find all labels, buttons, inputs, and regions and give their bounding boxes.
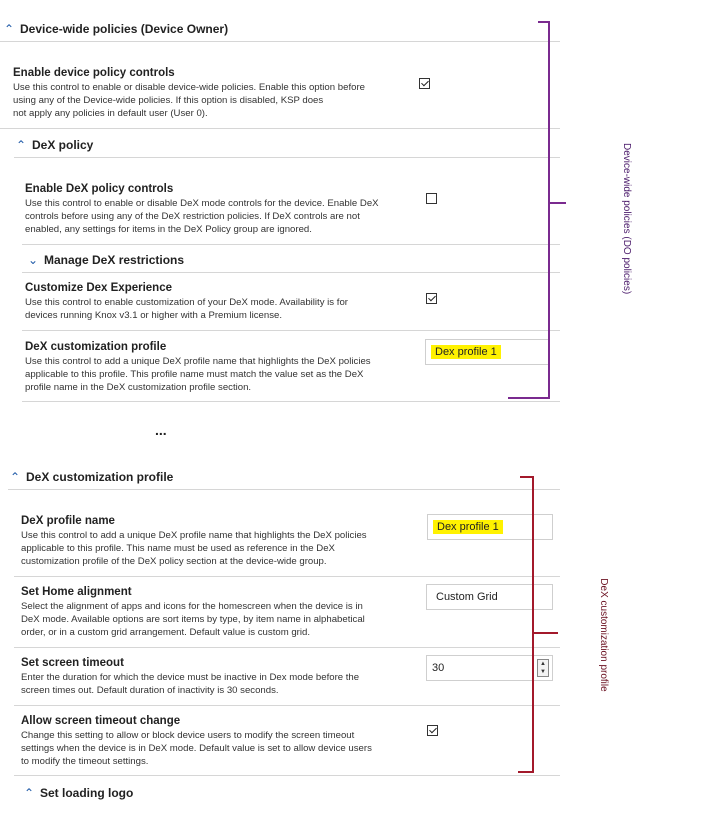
stepper-down-icon[interactable]: ▼	[540, 669, 546, 675]
divider	[14, 157, 560, 158]
input-value: 30	[432, 662, 445, 674]
screen-timeout-desc: Enter the duration for which the device must be inactive in Dex mode before the screen times out. Default duration of inactivity is 30 seconds.	[21, 672, 360, 696]
enable-dex-policy-title: Enable DeX policy controls	[25, 183, 174, 195]
section-dex-policy[interactable]	[16, 138, 93, 152]
ellipsis: ...	[155, 422, 167, 438]
stepper-up-icon[interactable]: ▲	[540, 661, 546, 667]
input-value: Dex profile 1	[433, 520, 503, 534]
bracket-bottom-pointer	[534, 632, 558, 634]
chevron-up-icon: ⌃	[24, 786, 35, 800]
divider	[22, 330, 560, 331]
section-dex-customization-profile[interactable]	[10, 470, 173, 484]
bracket-top-line	[548, 21, 550, 399]
dex-profile-name-desc: Use this control to add a unique DeX profile name that highlights the DeX policies applicable to this profile. This name must be used as reference in the DeX customization profile of the DeX policy section at the device-wide group.	[21, 530, 367, 567]
home-alignment-title: Set Home alignment	[21, 586, 132, 598]
enable-dex-policy-desc: Use this control to enable or disable DeX mode controls for the device. Enable DeX controls before using any of the DeX restriction policies. If DeX controls are not enabled, any settings for items in the DeX Policy group are ignored.	[25, 198, 379, 235]
chevron-up-icon: ⌃	[10, 470, 21, 484]
bracket-bottom-line	[532, 476, 534, 772]
section-title: Set loading logo	[40, 786, 134, 800]
dex-profile-name-title: DeX profile name	[21, 515, 115, 527]
divider	[14, 775, 560, 776]
annotation-device-wide: Device-wide policies (DO policies)	[621, 143, 632, 295]
section-device-wide-policies[interactable]	[4, 22, 228, 36]
chevron-up-icon: ⌃	[16, 138, 27, 152]
divider	[14, 647, 560, 648]
bracket-top-pointer	[550, 202, 566, 204]
divider	[0, 128, 560, 129]
divider	[14, 705, 560, 706]
bracket-bottom-end	[518, 771, 534, 773]
timeout-stepper[interactable]	[537, 659, 549, 677]
bracket-top-end	[508, 397, 550, 399]
divider	[22, 272, 560, 273]
divider	[8, 489, 560, 490]
section-title: DeX customization profile	[26, 470, 174, 484]
divider	[14, 576, 560, 577]
customize-dex-desc: Use this control to enable customization of your DeX mode. Availability is for devices running Knox v3.1 or higher with a Premium license.	[25, 297, 348, 321]
divider	[0, 41, 560, 42]
section-set-loading-logo[interactable]	[24, 786, 133, 800]
divider	[22, 244, 560, 245]
enable-device-policy-title: Enable device policy controls	[13, 67, 175, 79]
customize-dex-checkbox[interactable]	[426, 293, 437, 304]
allow-timeout-desc: Change this setting to allow or block device users to modify the screen timeout settings when the device is in DeX mode. Default value is set to allow device users to modify the timeout settings.	[21, 730, 372, 767]
enable-device-policy-checkbox[interactable]	[419, 78, 430, 89]
annotation-dex-customization: DeX customization profile	[598, 578, 609, 692]
customize-dex-title: Customize Dex Experience	[25, 282, 173, 294]
screen-timeout-title: Set screen timeout	[21, 657, 124, 669]
dex-profile-name-input[interactable]	[427, 514, 553, 540]
enable-dex-policy-checkbox[interactable]	[426, 193, 437, 204]
select-value: Custom Grid	[436, 591, 498, 603]
divider	[22, 401, 560, 402]
section-title: DeX policy	[32, 138, 94, 152]
section-title: Manage DeX restrictions	[44, 253, 185, 267]
chevron-down-icon: ⌄	[28, 253, 39, 267]
section-title: Device-wide policies (Device Owner)	[20, 22, 229, 36]
allow-timeout-checkbox[interactable]	[427, 725, 438, 736]
chevron-up-icon: ⌃	[4, 22, 15, 36]
section-manage-dex-restrictions[interactable]	[28, 253, 184, 267]
allow-timeout-title: Allow screen timeout change	[21, 715, 181, 727]
dex-customization-profile-input[interactable]	[425, 339, 550, 365]
input-value: Dex profile 1	[431, 345, 501, 359]
dex-customization-profile-title: DeX customization profile	[25, 341, 167, 353]
dex-customization-profile-desc: Use this control to add a unique DeX profile name that highlights the DeX policies applicable to this profile. This profile name must match the value set as the DeX profile name in the DeX customization profile section.	[25, 356, 371, 393]
home-alignment-desc: Select the alignment of apps and icons for the homescreen when the device is in DeX mode. Available options are sort items by type, by item name in alphabetical order, or in a custom grid arrangement. Default value is custom grid.	[21, 601, 365, 638]
enable-device-policy-desc: Use this control to enable or disable device-wide policies. Enable this option before using any of the Device-wide policies. If this option is disabled, KSP does not apply any policies in default user (User 0).	[13, 82, 365, 119]
